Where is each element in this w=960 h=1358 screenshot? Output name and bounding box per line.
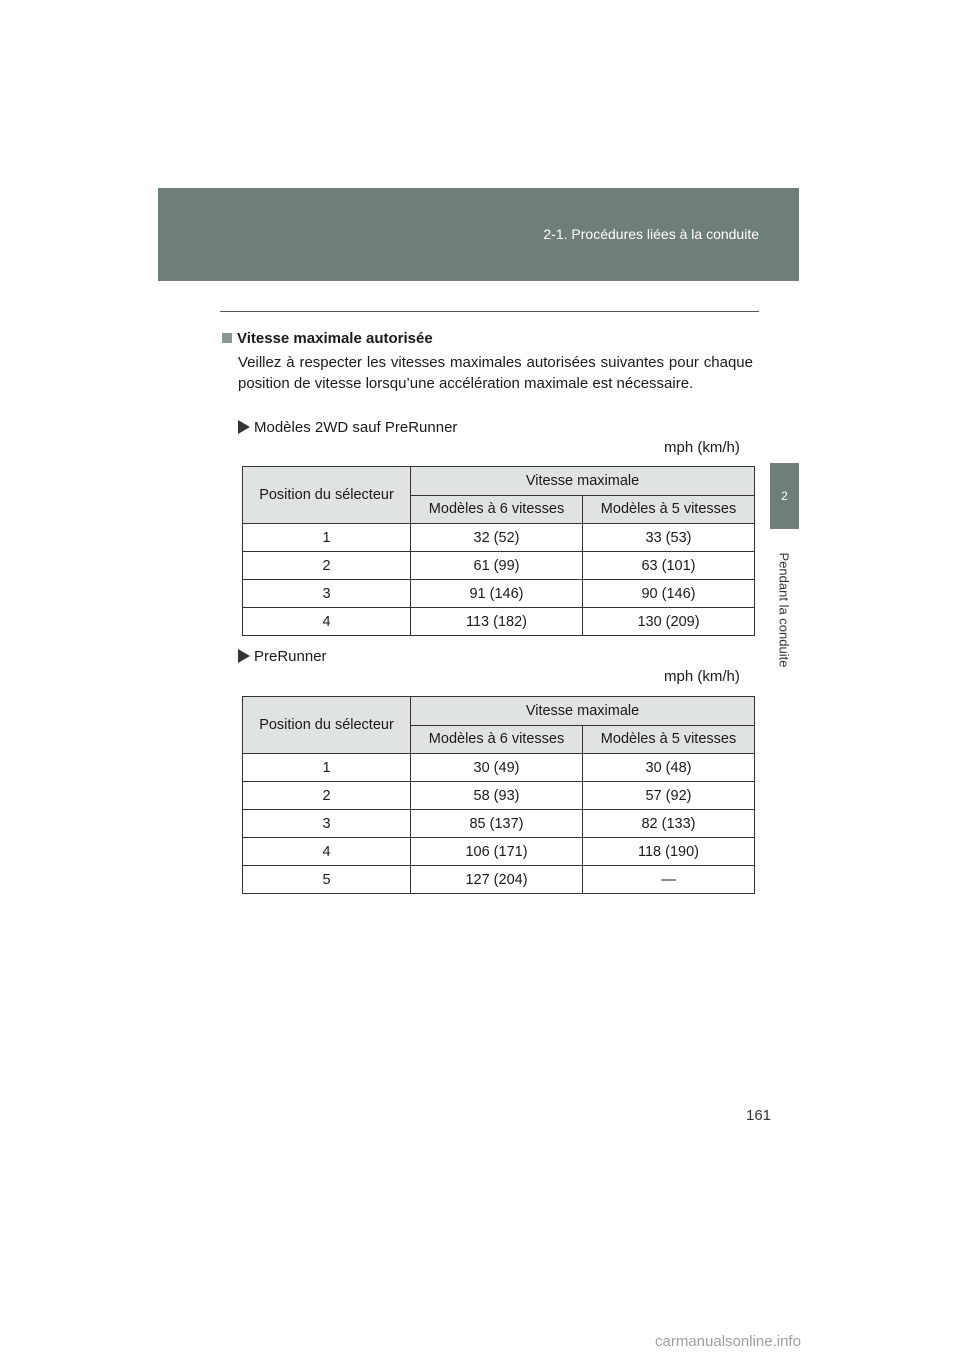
speed-table-2wd [242,466,755,636]
cell-6-speed: 113 (182) [411,608,583,636]
cell-6-speed: 106 (171) [411,838,583,866]
cell-6-speed: 61 (99) [411,552,583,580]
table-row [243,838,755,866]
section-paragraph: Veillez à respecter les vitesses maximales autorisées suivantes pour chaque position de vitesse lorsqu’une accélération maximale est nécessaire. [238,354,753,392]
cell-position: 4 [243,608,411,636]
cell-6-speed: 127 (204) [411,866,583,894]
table-1-subtitle-text: Modèles 2WD sauf PreRunner [254,419,458,436]
table-row [243,782,755,810]
cell-position: 2 [243,782,411,810]
table-row [243,608,755,636]
cell-6-speed: 58 (93) [411,782,583,810]
speed-table-prerunner [242,696,755,894]
header-6-speed: Modèles à 6 vitesses [411,495,583,524]
cell-6-speed: 91 (146) [411,580,583,608]
cell-position: 1 [243,754,411,782]
page-number: 161 [746,1107,772,1124]
table-row [243,810,755,838]
cell-5-speed: 130 (209) [583,608,755,636]
watermark-text: carmanualsonline.info [655,1333,801,1350]
table-header-row [243,697,755,726]
cell-position: 2 [243,552,411,580]
triangle-bullet-icon [238,649,250,663]
chapter-title: 2-1. Procédures liées à la conduite [543,226,759,242]
header-5-speed: Modèles à 5 vitesses [583,725,755,754]
table-row [243,866,755,894]
header-position: Position du sélecteur [243,697,411,754]
table-2-subtitle [238,648,327,665]
table-2-subtitle-text: PreRunner [254,648,327,665]
cell-6-speed: 32 (52) [411,524,583,552]
table-row [243,754,755,782]
cell-5-speed: 90 (146) [583,580,755,608]
cell-5-speed: 63 (101) [583,552,755,580]
header-6-speed: Modèles à 6 vitesses [411,725,583,754]
chapter-tab: 2 [770,463,799,529]
table-row [243,552,755,580]
table-2-unit: mph (km/h) [664,668,740,685]
table-row [243,580,755,608]
cell-5-speed: 33 (53) [583,524,755,552]
chapter-side-label: Pendant la conduite [776,552,792,668]
header-5-speed: Modèles à 5 vitesses [583,495,755,524]
section-divider [220,311,759,312]
cell-5-speed: 30 (48) [583,754,755,782]
cell-5-speed: — [583,866,755,894]
header-max-speed: Vitesse maximale [411,467,755,496]
cell-position: 3 [243,580,411,608]
cell-position: 1 [243,524,411,552]
cell-position: 4 [243,838,411,866]
section-heading [222,330,433,347]
cell-position: 5 [243,866,411,894]
header-band [158,188,799,281]
square-bullet-icon [222,333,232,343]
cell-6-speed: 85 (137) [411,810,583,838]
header-position: Position du sélecteur [243,467,411,524]
header-max-speed: Vitesse maximale [411,697,755,726]
cell-5-speed: 82 (133) [583,810,755,838]
table-row [243,524,755,552]
table-header-row [243,467,755,496]
triangle-bullet-icon [238,420,250,434]
table-1-unit: mph (km/h) [664,439,740,456]
cell-5-speed: 118 (190) [583,838,755,866]
cell-6-speed: 30 (49) [411,754,583,782]
cell-position: 3 [243,810,411,838]
section-heading-text: Vitesse maximale autorisée [237,330,433,347]
table-1-subtitle [238,419,457,436]
cell-5-speed: 57 (92) [583,782,755,810]
